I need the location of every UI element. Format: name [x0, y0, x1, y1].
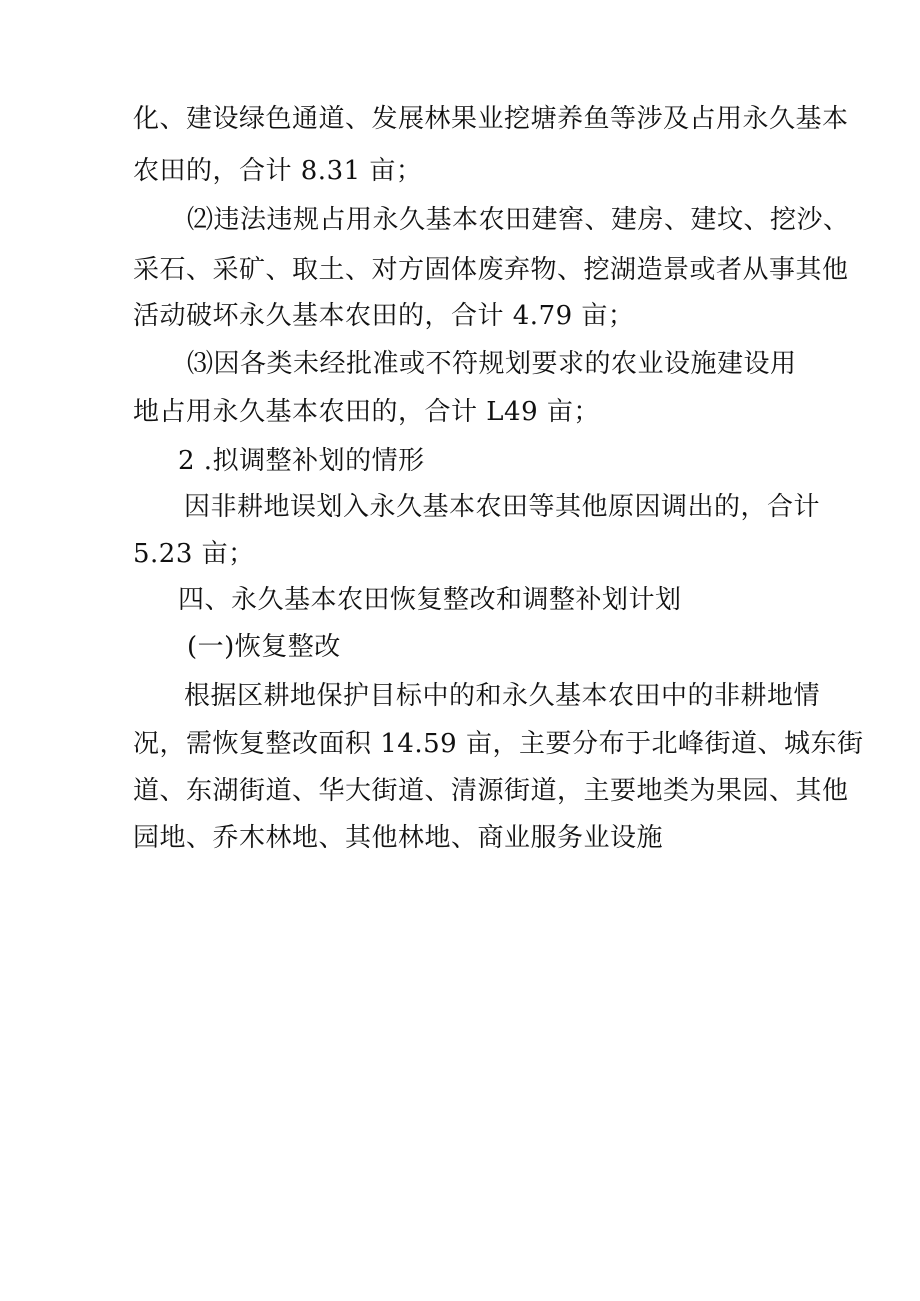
paragraph-line: 化、建设绿色通道、发展林果业挖塘养鱼等涉及占用永久基本	[133, 104, 849, 134]
paragraph-line: 采石、采矿、取土、对方固体废弃物、挖湖造景或者从事其他	[133, 255, 849, 285]
section-heading: 四、永久基本农田恢复整改和调整补划计划	[178, 585, 682, 615]
list-item-3: ⑶因各类未经批准或不符规划要求的农业设施建设用	[187, 349, 797, 379]
subsection-heading: (一)恢复整改	[187, 632, 341, 662]
paragraph-line: 地占用永久基本农田的，合计 L49 亩；	[133, 397, 600, 427]
paragraph-line: 农田的，合计 8.31 亩；	[133, 156, 423, 186]
paragraph-line: 况，需恢复整改面积 14.59 亩，主要分布于北峰街道、城东街	[133, 729, 864, 759]
paragraph-line: 活动破坏永久基本农田的，合计 4.79 亩；	[133, 301, 635, 331]
paragraph-line: 道、东湖街道、华大街道、清源街道，主要地类为果园、其他	[133, 776, 849, 806]
paragraph-line: 园地、乔木林地、其他林地、商业服务业设施	[133, 823, 664, 853]
list-item-2: ⑵违法违规占用永久基本农田建窖、建房、建坟、挖沙、	[187, 205, 850, 235]
paragraph-line: 根据区耕地保护目标中的和永久基本农田中的非耕地情	[184, 681, 821, 711]
paragraph-line: 因非耕地误划入永久基本农田等其他原因调出的，合计	[184, 492, 821, 522]
subsection-heading: 2 .拟调整补划的情形	[178, 446, 425, 476]
paragraph-line: 5.23 亩；	[133, 539, 255, 569]
